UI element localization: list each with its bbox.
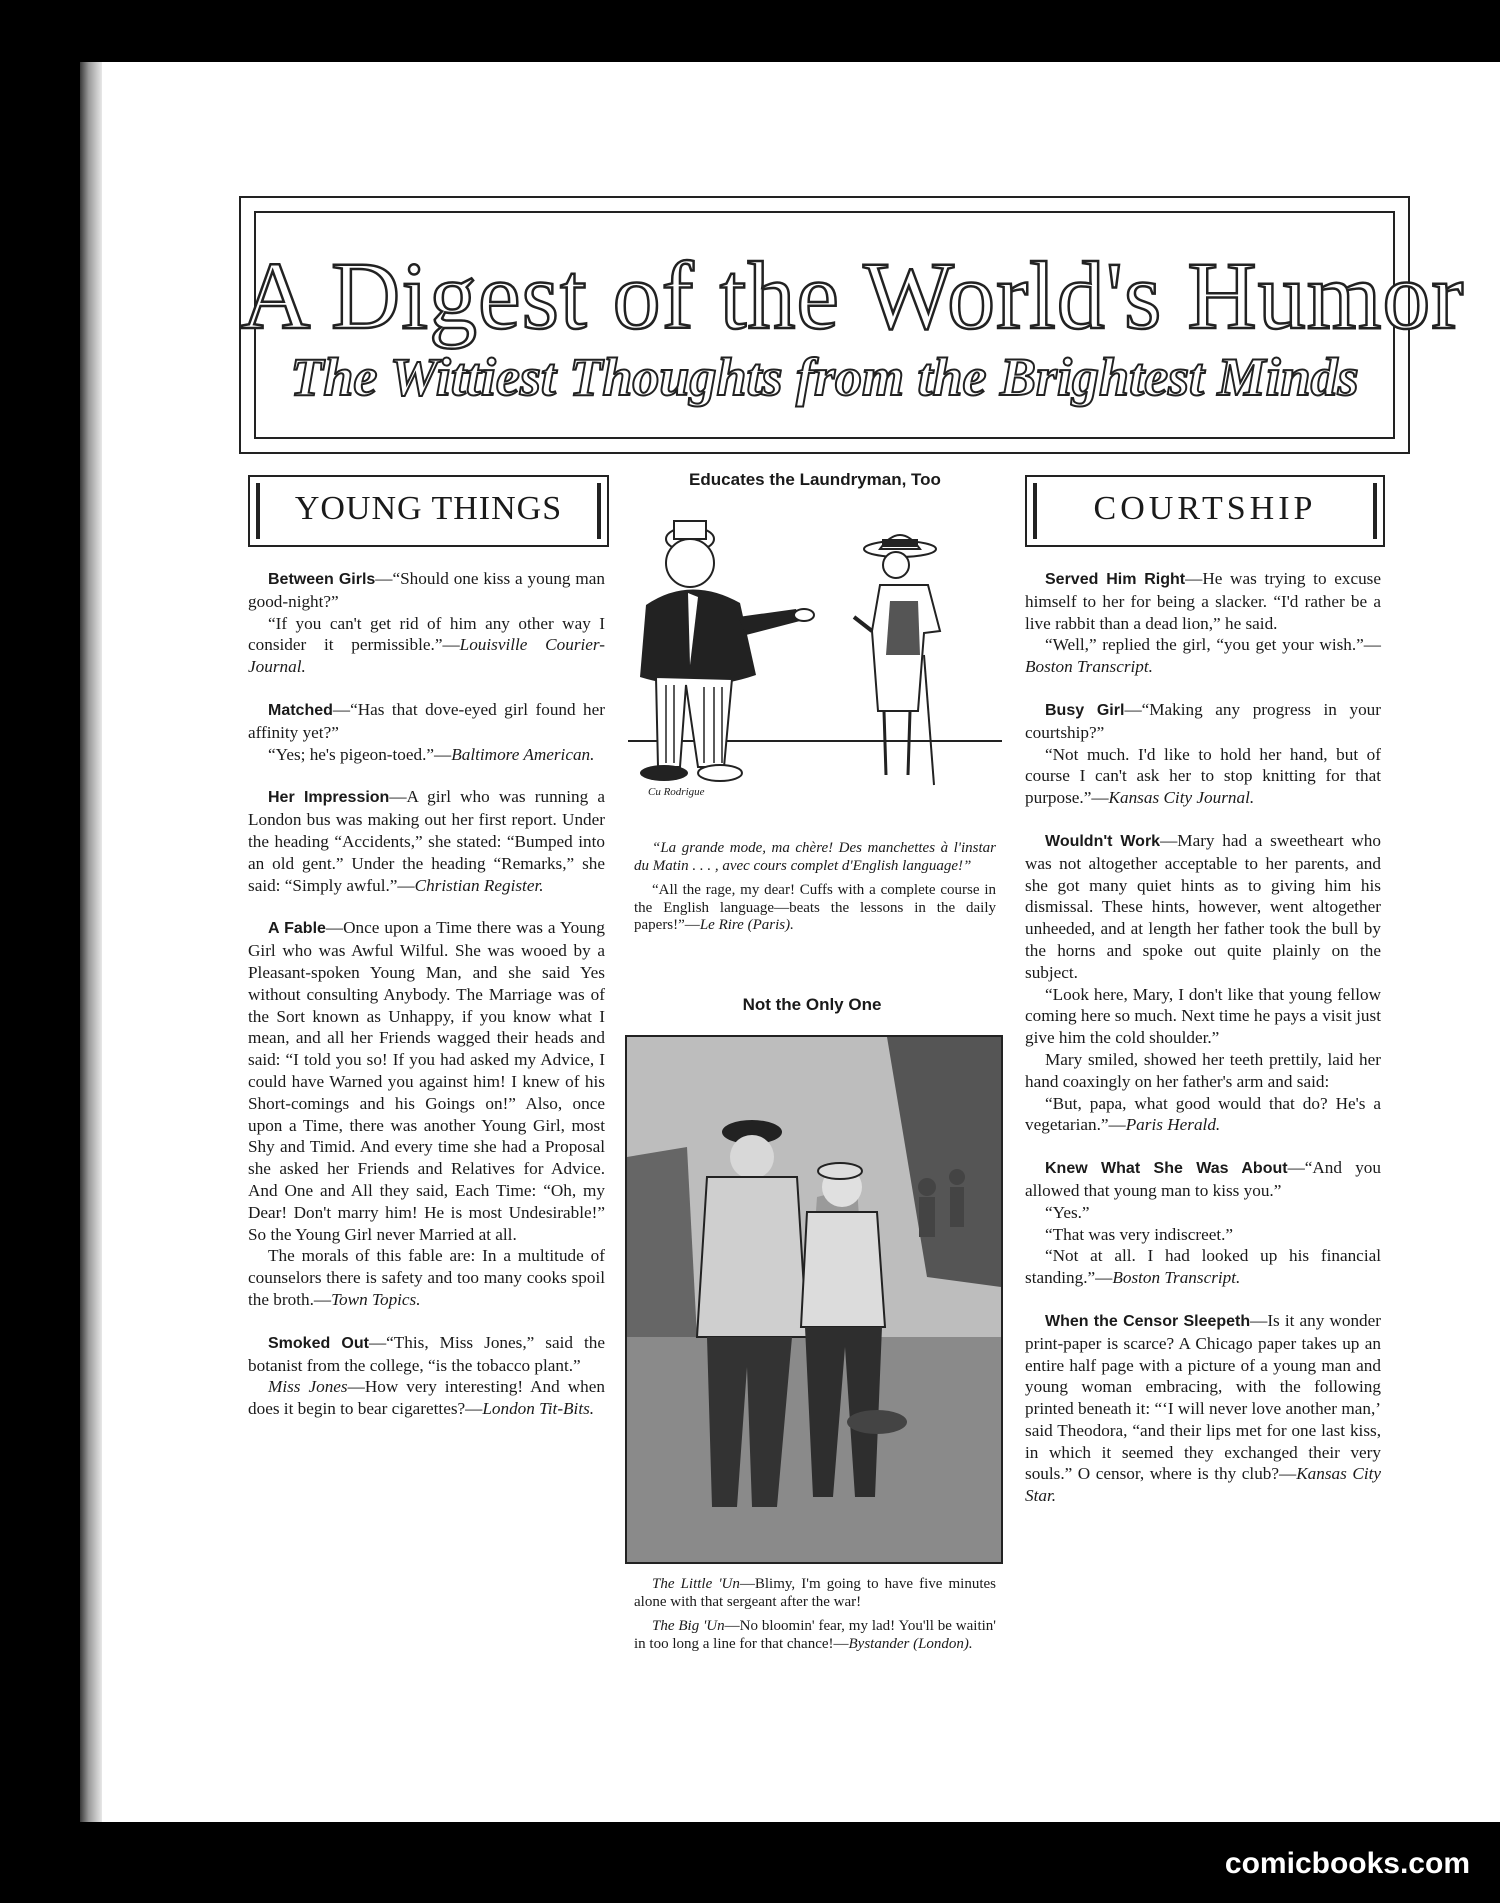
photo-heading: Not the Only One	[742, 995, 882, 1014]
article-knew-what-she-was-about: Knew What She Was About—“And you allowed that young man to kiss you.”	[1025, 1158, 1381, 1200]
article-her-impression: Her Impression—A girl who was running a London bus was making out her first report. Under the heading “Accidents,” she stated: “Bumped into an old gent.” Under the heading “Remarks,” she said: “Simply awful.”—Christian Register.	[248, 787, 606, 895]
article-between-girls: Between Girls—“Should one kiss a young man good-night?”	[248, 569, 606, 611]
right-column: Served Him Right—He was trying to excuse himself to her for being a slacker. “I'd rather be a live rabbit than a dead lion,” he said. “Well,” replied the girl, “you get your wish.”—Boston Transcript. Busy Girl—“Making any progress in your courtship?” “Not much. I'd like to hold her hand, but of course I can't ask her to stop knitting for that purpose.”—Kansas City Journal. Wouldn't Work—Mary had a sweetheart who was not altogether acceptable to her parents, and she got many quiet hints as to giving him his dismissal. These hints, however, went altogether unheeded, and at length her father took the bull by the horns and spoke out quite plainly on the subject. “Look here, Mary, I don't like that young fellow coming here so much. Next time he pays a visit just give him the cold shoulder.” Mary smiled, showed her teeth prettily, laid her hand coaxingly on her father's arm and said: “But, papa, what good would that do? He's a vegetarian.”—Paris Herald. Knew What She Was About—“And you allowed that young man to kiss you.” “Yes.” “That was very indiscreet.” “Not at all. I had looked up his financial standing.”—Boston Transcript. When the Censor Sleepeth—Is it any wonder print-paper is scarce? A Chicago paper takes up an entire half page with a picture of a young man and young woman embracing, with the following printed beneath it: “‘I will never love another man,’ said Theodora, “and their lips met for one last kiss, in which it seemed they exchanged their very souls.” O censor, where is thy club?—Kansas City Star.	[1025, 569, 1382, 1506]
cartoon-heading: Educates the Laundryman, Too	[689, 470, 941, 489]
section-header-courtship	[1025, 475, 1385, 547]
soldiers-illustration	[625, 1035, 1003, 1564]
page-gutter	[80, 62, 102, 1822]
article-smoked-out: Smoked Out—“This, Miss Jones,” said the botanist from the college, “is the tobacco plant.”	[248, 1332, 605, 1375]
masthead-title: A Digest of the World's Humor	[241, 242, 1465, 349]
section-header-young-things	[248, 475, 609, 547]
masthead	[239, 196, 1465, 454]
article-matched: Matched—“Has that dove-eyed girl found her affinity yet?”	[248, 699, 605, 742]
woman-figure	[854, 535, 940, 785]
cartoon-caption: “La grande mode, ma chère! Des manchettes à l'instar du Matin . . . , avec cours complet d'English language!” “All the rage, my dear! Cuffs with a complete course in the English language—beats the lessons in the daily papers!”—Le Rire (Paris).	[634, 840, 996, 933]
article-busy-girl: Busy Girl—“Making any progress in your courtship?”	[1025, 699, 1381, 742]
left-column: Between Girls—“Should one kiss a young man good-night?” “If you can't get rid of him any other way I consider it permissible.”—Louisville Courier-Journal. Matched—“Has that dove-eyed girl found her affinity yet?” “Yes; he's pigeon-toed.”—Baltimore American. Her Impression—A girl who was running a London bus was making out her first report. Under the heading “Accidents,” she stated: “Bumped into an old gent.” Under the heading “Remarks,” she said: “Simply awful.”—Christian Register. A Fable—Once upon a Time there was a Young Girl who was Awful Wilful. She was wooed by a Pleasant-spoken Young Man, and she said Yes without consulting Anybody. The Marriage was of the Sort known as Unhappy, if you know what I mean, and all her Friends wagged their heads and said: “I told you so! If you had asked my Advice, I could have Warned you against him! I knew of his Short-comings and his Goings on!” Also, once upon a Time, there was another Young Girl, most Shy and Timid. And every time she had a Proposal she asked her Friends and Relatives for Advice. And One and All they said, Each Time: “Oh, my Dear! Don't marry him! He is most Undesirable!” So the Young Girl never Married at all. The morals of this fable are: In a multitude of counselors there is safety and too many cooks spoil the broth.—Town Topics. Smoked Out—“This, Miss Jones,” said the botanist from the college, “is the tobacco plant.” Miss Jones—How very interesting! And when does it begin to bear cigarettes?—London Tit-Bits.	[248, 569, 606, 1419]
article-when-the-censor-sleepeth: When the Censor Sleepeth—Is it any wonder print-paper is scarce? A Chicago paper takes up an entire half page with a picture of a young man and young woman embracing, with the following printed beneath it: “‘I will never love another man,’ said Theodora, “and their lips met for one last kiss, in which it seemed they exchanged their very souls.” O censor, where is thy club?—Kansas City Star.	[1025, 1310, 1382, 1506]
article-served-him-right: Served Him Right—He was trying to excuse himself to her for being a slacker. “I'd rather be a live rabbit than a dead lion,” he said.	[1025, 569, 1381, 633]
section-title: COURTSHIP	[1093, 490, 1317, 527]
section-title: YOUNG THINGS	[294, 490, 563, 527]
photo-caption: The Little 'Un—Blimy, I'm going to have five minutes alone with that sergeant after the war! The Big 'Un—No bloomin' fear, my lad! You'll be waitin' in too long a line for that chance!—Bystander (London).	[634, 1576, 996, 1652]
masthead-subtitle: The Wittiest Thoughts from the Brightest Minds	[290, 347, 1359, 407]
article-wouldnt-work: Wouldn't Work—Mary had a sweetheart who was not altogether acceptable to her parents, and she got many quiet hints as to giving him his dismissal. These hints, however, went altogether unheeded, and at length her father took the bull by the horns and spoke out quite plainly on the subject.	[1025, 830, 1381, 982]
watermark: comicbooks.com	[1224, 1847, 1470, 1880]
cartoon-signature: Cu Rodrigue	[648, 786, 705, 798]
laundryman-cartoon	[628, 505, 1002, 821]
article-a-fable: A Fable—Once upon a Time there was a Young Girl who was Awful Wilful. She was wooed by a Pleasant-spoken Young Man, and she said Yes without consulting Anybody. The Marriage was of the Sort known as Unhappy, if you know what I mean, and all her Friends wagged their heads and said: “I told you so! If you had asked my Advice, I could have Warned you against him! I knew of his Short-comings and his Goings on!” Also, once upon a Time, there was another Young Girl, most Shy and Timid. And every time she had a Proposal she asked her Friends and Relatives for Advice. And One and All they said, Each Time: “Oh, my Dear! Don't marry him! He is most Undesirable!” So the Young Girl never Married at all.	[248, 918, 605, 1244]
